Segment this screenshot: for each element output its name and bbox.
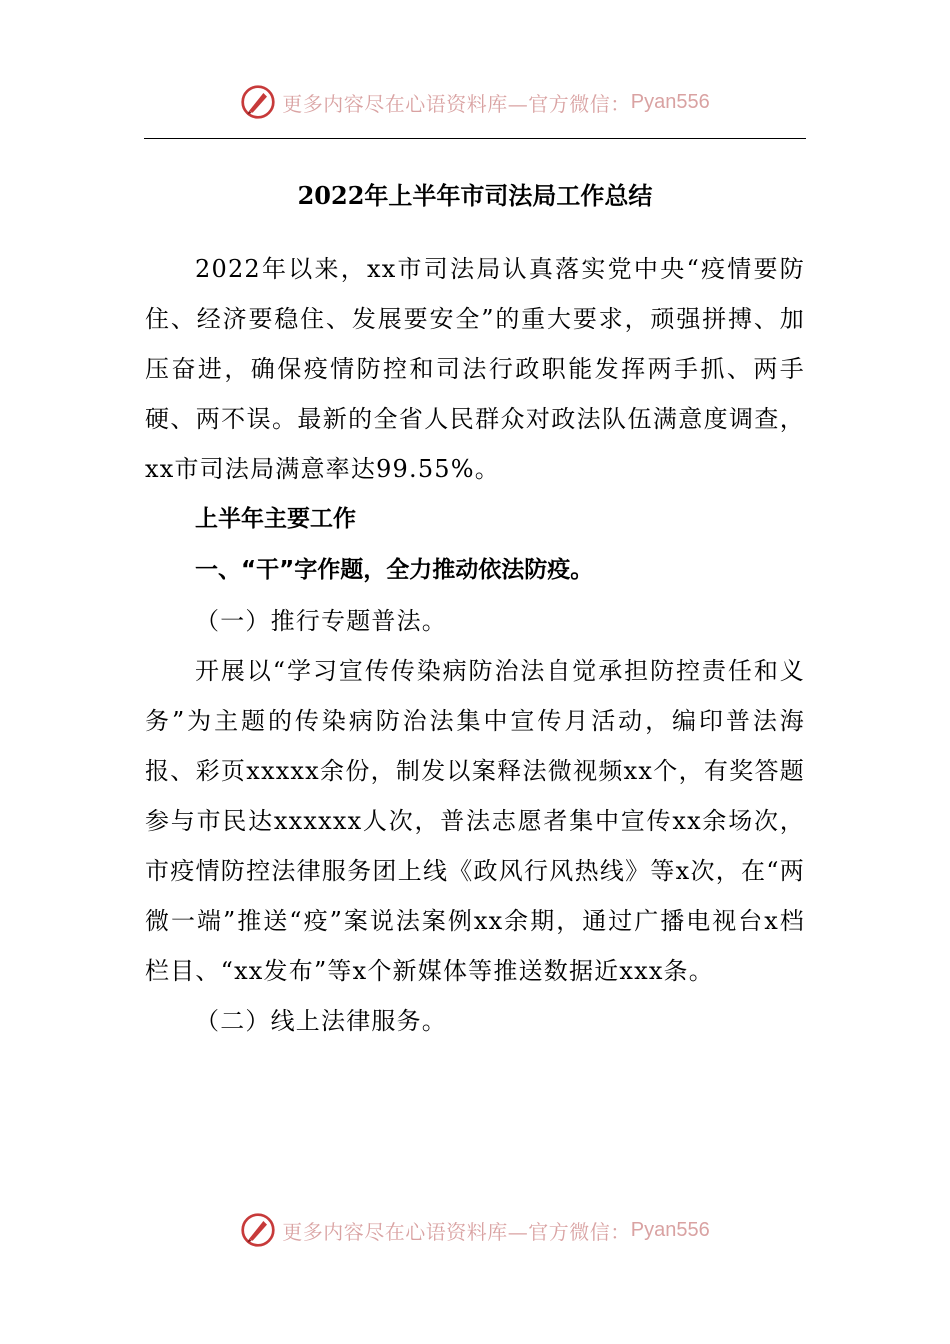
intro-paragraph: 2022年以来，xx市司法局认真落实党中央“疫情要防住、经济要稳住、发展要安全”的重大要求，顽强拼搏、加压奋进，确保疫情防控和司法行政职能发挥两手抓、两手硬、两不误。最新的全省人民群众对政法队伍满意度调查，xx市司法局满意率达99.55%。 [145,255,805,483]
sub2-heading: （二）线上法律服务。 [195,1007,447,1035]
watermark-text: 更多内容尽在心语资料库—官方微信： [282,1219,631,1244]
document-title: 2022年上半年市司法局工作总结 [297,181,653,210]
watermark-wechat-id: Pyan556 [630,90,710,113]
header-watermark [0,80,950,124]
part1-heading: 一、“干”字作题，全力推动依法防疫。 [195,557,594,583]
document-body [145,244,805,1046]
header-rule [144,138,806,139]
watermark-text: 更多内容尽在心语资料库—官方微信： [282,91,631,116]
sub1-heading: （一）推行专题普法。 [195,607,447,635]
sub1-body: 开展以“学习宣传传染病防治法自觉承担防控责任和义务”为主题的传染病防治法集中宣传月活动，编印普法海报、彩页xxxxx余份，制发以案释法微视频xx个，有奖答题参与市民达xxxxxx人次，普法志愿者集中宣传xx余场次，市疫情防控法律服务团上线《政风行风热线》等x次，在“两微一端”推送“疫”案说法案例xx余期，通过广播电视台x档栏目、“xx发布”等x个新媒体等推送数据近xxx条。 [145,657,805,985]
quill-pen-logo-icon [240,84,276,120]
footer-watermark [0,1208,950,1252]
watermark-wechat-id: Pyan556 [630,1218,710,1241]
quill-pen-logo-icon [240,1212,276,1248]
section-heading: 上半年主要工作 [195,506,356,532]
